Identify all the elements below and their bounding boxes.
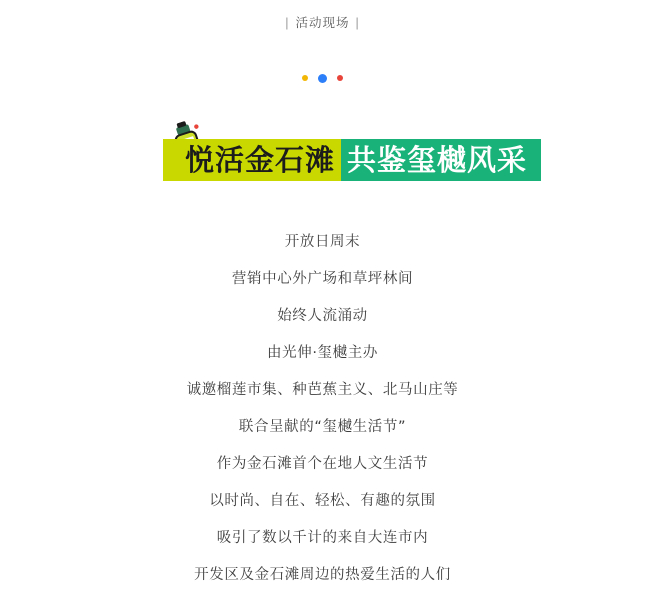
body-line: 以时尚、自在、轻松、有趣的氛围	[209, 493, 436, 509]
dot-yellow-icon	[302, 75, 308, 81]
title-segment-two: 共鉴玺樾风采	[341, 139, 541, 181]
decorative-dots-row	[0, 73, 645, 83]
body-line: 诚邀榴莲市集、种芭蕉主义、北马山庄等	[186, 382, 459, 398]
dot-blue-icon	[318, 74, 327, 83]
body-line: 始终人流涌动	[277, 308, 368, 324]
body-lines	[0, 233, 645, 584]
body-line: 开放日周末	[284, 234, 361, 250]
body-line: 由光伸·玺樾主办	[267, 345, 378, 361]
header-label: 活动现场	[295, 16, 350, 30]
body-line: 开发区及金石滩周边的热爱生活的人们	[194, 567, 451, 583]
body-line: 吸引了数以千计的来自大连市内	[216, 530, 429, 546]
body-line: 作为金石滩首个在地人文生活节	[216, 456, 429, 472]
body-line: 营销中心外广场和草坪林间	[231, 271, 414, 287]
title-block	[0, 121, 645, 199]
activity-scene-header	[0, 14, 645, 32]
dot-red-icon	[337, 75, 343, 81]
body-line: 联合呈献的“玺樾生活节”	[238, 419, 407, 435]
title-segment-one: 悦活金石滩	[163, 139, 341, 181]
header-left-bar: |	[285, 16, 290, 30]
header-right-bar: |	[355, 16, 360, 30]
title-row	[163, 139, 541, 181]
